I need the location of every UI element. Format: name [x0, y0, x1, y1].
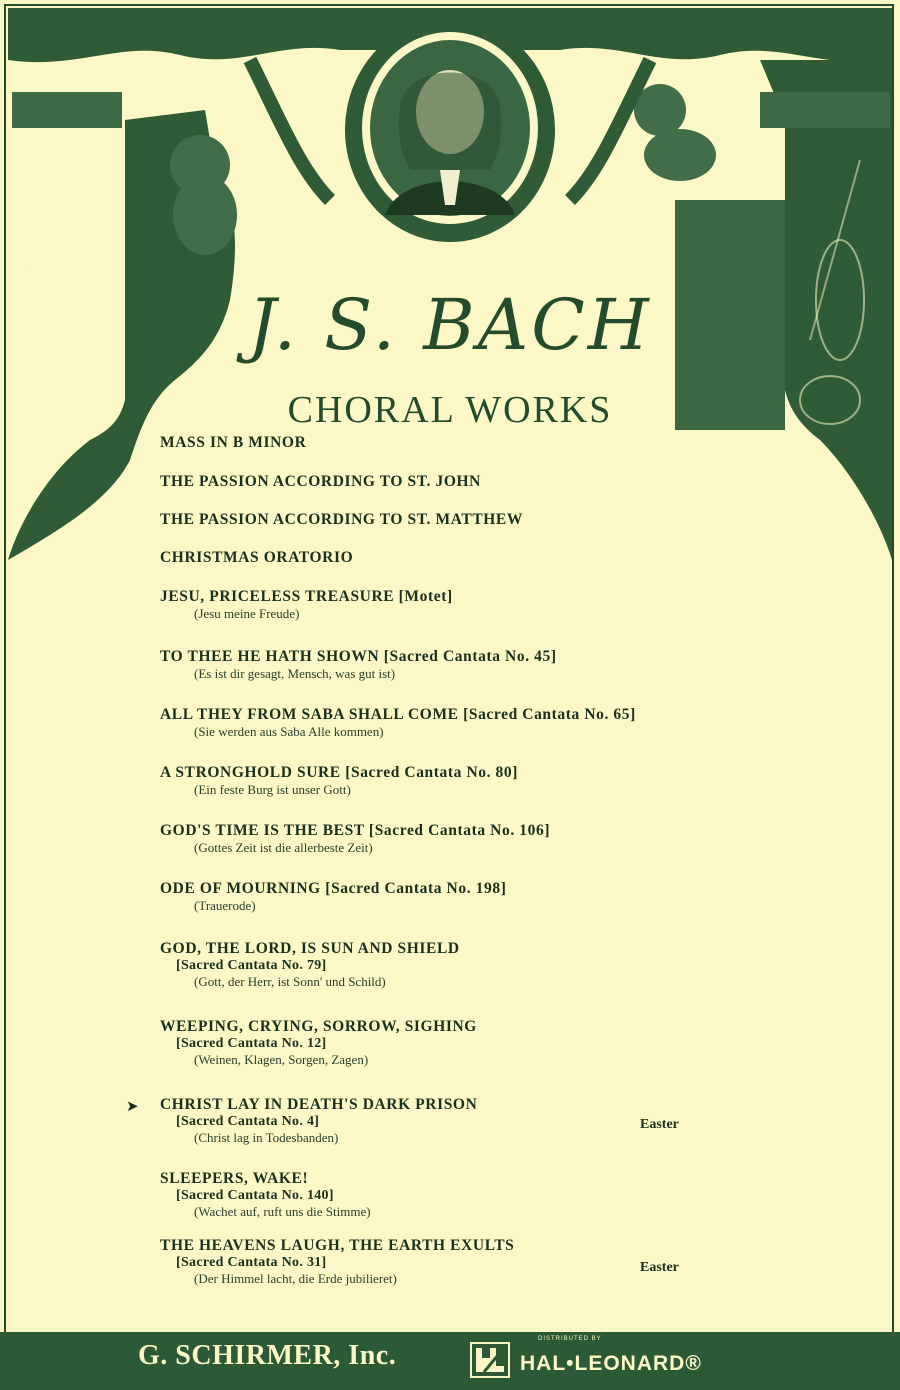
work-title: JESU, PRICELESS TREASURE [Motet] — [160, 588, 453, 605]
work-title: A STRONGHOLD SURE [Sacred Cantata No. 80] — [160, 764, 519, 781]
work-item — [160, 549, 720, 567]
work-item — [160, 511, 720, 529]
work-item — [160, 473, 720, 491]
distributor-name: HAL•LEONARD® — [520, 1352, 702, 1375]
work-title: TO THEE HE HATH SHOWN [Sacred Cantata No. 45] — [160, 648, 557, 665]
work-title: GOD, THE LORD, IS SUN AND SHIELD — [160, 940, 460, 957]
work-german-title: (Sie werden aus Saba Alle kommen) — [194, 724, 384, 739]
work-item — [160, 434, 720, 452]
work-german-title: (Ein feste Burg ist unser Gott) — [194, 782, 351, 797]
work-item — [160, 1018, 720, 1068]
publisher-name: G. SCHIRMER, Inc. — [138, 1340, 397, 1371]
work-german-title: (Weinen, Klagen, Sorgen, Zagen) — [194, 1052, 369, 1067]
work-title: THE PASSION ACCORDING TO ST. JOHN — [160, 473, 481, 490]
work-title: CHRISTMAS ORATORIO — [160, 549, 354, 566]
collection-subtitle: CHORAL WORKS — [287, 389, 613, 431]
work-title: CHRIST LAY IN DEATH'S DARK PRISON — [160, 1096, 478, 1113]
hal-leonard-logo-icon — [470, 1342, 510, 1378]
work-item — [160, 940, 720, 990]
publisher-footer-band — [0, 1332, 900, 1390]
work-german-title: (Es ist dir gesagt, Mensch, was gut ist) — [194, 666, 396, 681]
work-cantata-number: [Sacred Cantata No. 79] — [176, 958, 327, 973]
work-german-title: (Gottes Zeit ist die allerbeste Zeit) — [194, 840, 373, 855]
work-german-title: (Christ lag in Todesbanden) — [194, 1130, 339, 1145]
work-item — [160, 1170, 720, 1220]
work-item — [160, 648, 720, 682]
work-item — [160, 880, 720, 914]
work-title: ALL THEY FROM SABA SHALL COME [Sacred Cantata No. 65] — [160, 706, 636, 723]
work-german-title: (Gott, der Herr, ist Sonn' und Schild) — [194, 974, 386, 989]
work-cantata-number: [Sacred Cantata No. 12] — [176, 1036, 327, 1051]
work-title: SLEEPERS, WAKE! — [160, 1170, 309, 1187]
work-occasion: Easter — [640, 1117, 679, 1132]
work-item — [160, 1237, 720, 1287]
composer-title: J. S. BACH — [248, 284, 652, 366]
distributed-by-label: DISTRIBUTED BY — [538, 1336, 602, 1342]
work-title: THE PASSION ACCORDING TO ST. MATTHEW — [160, 511, 523, 528]
work-german-title: (Trauerode) — [194, 898, 256, 913]
work-title: WEEPING, CRYING, SORROW, SIGHING — [160, 1018, 477, 1035]
work-title: MASS IN B MINOR — [160, 434, 307, 451]
work-item — [160, 764, 720, 798]
work-item-highlighted — [126, 1096, 720, 1146]
work-item — [160, 706, 720, 740]
work-title: ODE OF MOURNING [Sacred Cantata No. 198] — [160, 880, 507, 897]
work-german-title: (Wachet auf, ruft uns die Stimme) — [194, 1204, 371, 1219]
work-occasion: Easter — [640, 1260, 679, 1275]
work-german-title: (Jesu meine Freude) — [194, 606, 300, 621]
work-item — [160, 588, 720, 622]
work-item — [160, 822, 720, 856]
work-title: THE HEAVENS LAUGH, THE EARTH EXULTS — [160, 1237, 515, 1254]
arrow-marker-icon: ➤ — [126, 1099, 139, 1115]
work-cantata-number: [Sacred Cantata No. 31] — [176, 1255, 327, 1270]
work-cantata-number: [Sacred Cantata No. 4] — [176, 1114, 320, 1129]
work-title: GOD'S TIME IS THE BEST [Sacred Cantata No. 106] — [160, 822, 551, 839]
work-cantata-number: [Sacred Cantata No. 140] — [176, 1188, 334, 1203]
work-german-title: (Der Himmel lacht, die Erde jubilieret) — [194, 1271, 397, 1286]
